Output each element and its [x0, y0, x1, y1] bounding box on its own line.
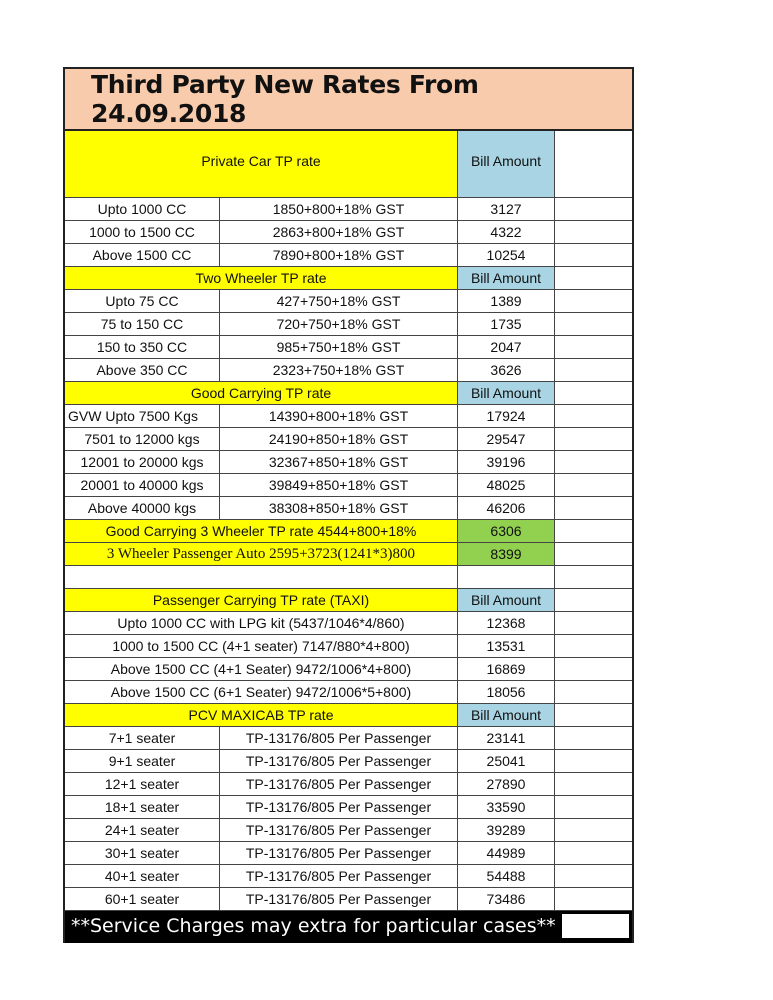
- row-rate: 2323+750+18% GST: [220, 359, 458, 381]
- row-rate: 985+750+18% GST: [220, 336, 458, 358]
- row-label: Upto 1000 CC: [65, 198, 220, 220]
- table-row: [65, 681, 632, 704]
- footer-note: **Service Charges may extra for particular cases**: [71, 915, 556, 937]
- empty-cell: [555, 819, 632, 841]
- table-row: [65, 842, 632, 865]
- row-rate: TP-13176/805 Per Passenger: [220, 796, 458, 818]
- empty-cell: [555, 313, 632, 335]
- row-label: Upto 75 CC: [65, 290, 220, 312]
- table-row: [65, 428, 632, 451]
- bill-amount: 10254: [458, 244, 555, 266]
- empty-cell: [555, 589, 632, 611]
- spacer-row: [65, 566, 632, 589]
- table-row-three-wheeler-passenger: [65, 543, 632, 566]
- table-row: [65, 497, 632, 520]
- bill-amount: 4322: [458, 221, 555, 243]
- empty-cell: [555, 290, 632, 312]
- row-rate: 1850+800+18% GST: [220, 198, 458, 220]
- table-row: [65, 244, 632, 267]
- bill-amount: 23141: [458, 727, 555, 749]
- empty-cell: [555, 359, 632, 381]
- row-rate: 24190+850+18% GST: [220, 428, 458, 450]
- empty-cell: [561, 913, 630, 939]
- row-label: Above 40000 kgs: [65, 497, 220, 519]
- bill-amount: 16869: [458, 658, 555, 680]
- empty-cell: [555, 497, 632, 519]
- row-label: Above 350 CC: [65, 359, 220, 381]
- bill-amount: 25041: [458, 750, 555, 772]
- empty-cell: [555, 888, 632, 910]
- empty-cell: [555, 520, 632, 542]
- bill-amount: 17924: [458, 405, 555, 427]
- empty-cell: [65, 566, 458, 588]
- bill-amount: 3127: [458, 198, 555, 220]
- bill-amount: 3626: [458, 359, 555, 381]
- table-row: [65, 612, 632, 635]
- bill-amount: 48025: [458, 474, 555, 496]
- section-header-two-wheeler: [65, 267, 632, 290]
- table-row: [65, 727, 632, 750]
- section-header-taxi: [65, 589, 632, 612]
- table-row: [65, 405, 632, 428]
- row-label: 24+1 seater: [65, 819, 220, 841]
- row-label: 150 to 350 CC: [65, 336, 220, 358]
- empty-cell: [555, 405, 632, 427]
- empty-cell: [555, 198, 632, 220]
- bill-amount: 33590: [458, 796, 555, 818]
- empty-cell: [555, 543, 632, 565]
- row-label: 1000 to 1500 CC (4+1 seater) 7147/880*4+800): [65, 635, 458, 657]
- empty-cell: [555, 336, 632, 358]
- rate-table: [63, 67, 634, 943]
- bill-amount-header: Bill Amount: [458, 382, 555, 404]
- row-label: 18+1 seater: [65, 796, 220, 818]
- table-row: [65, 290, 632, 313]
- bill-amount-header: Bill Amount: [458, 267, 555, 289]
- bill-amount: 44989: [458, 842, 555, 864]
- section-header-good-carrying: [65, 382, 632, 405]
- bill-amount: 18056: [458, 681, 555, 703]
- empty-cell: [555, 267, 632, 289]
- bill-amount: 8399: [458, 543, 555, 565]
- empty-cell: [555, 704, 632, 726]
- table-row: [65, 773, 632, 796]
- bill-amount: 1735: [458, 313, 555, 335]
- row-rate: TP-13176/805 Per Passenger: [220, 888, 458, 910]
- row-label: 20001 to 40000 kgs: [65, 474, 220, 496]
- bill-amount: 12368: [458, 612, 555, 634]
- row-label: 7501 to 12000 kgs: [65, 428, 220, 450]
- row-rate: 7890+800+18% GST: [220, 244, 458, 266]
- bill-amount-header: Bill Amount: [458, 131, 555, 197]
- bill-amount: 39196: [458, 451, 555, 473]
- empty-cell: [458, 566, 555, 588]
- bill-amount: 1389: [458, 290, 555, 312]
- bill-amount: 29547: [458, 428, 555, 450]
- row-rate: 2863+800+18% GST: [220, 221, 458, 243]
- empty-cell: [555, 842, 632, 864]
- footer-row: [65, 911, 632, 943]
- row-label: Above 1500 CC (6+1 Seater) 9472/1006*5+800): [65, 681, 458, 703]
- table-row-three-wheeler-goods: [65, 520, 632, 543]
- table-row: [65, 819, 632, 842]
- table-row: [65, 750, 632, 773]
- bill-amount-header: Bill Amount: [458, 589, 555, 611]
- row-rate: TP-13176/805 Per Passenger: [220, 865, 458, 887]
- bill-amount: 73486: [458, 888, 555, 910]
- table-row: [65, 451, 632, 474]
- row-label: 1000 to 1500 CC: [65, 221, 220, 243]
- empty-cell: [555, 131, 632, 197]
- table-row: [65, 359, 632, 382]
- section-header-private-car: [65, 131, 632, 198]
- empty-cell: [555, 727, 632, 749]
- table-row: [65, 635, 632, 658]
- bill-amount: 2047: [458, 336, 555, 358]
- section-title: Private Car TP rate: [65, 131, 458, 197]
- empty-cell: [555, 382, 632, 404]
- row-rate: 39849+850+18% GST: [220, 474, 458, 496]
- empty-cell: [555, 658, 632, 680]
- empty-cell: [555, 566, 632, 588]
- row-label: Upto 1000 CC with LPG kit (5437/1046*4/860): [65, 612, 458, 634]
- row-label: 60+1 seater: [65, 888, 220, 910]
- table-row: [65, 865, 632, 888]
- table-row: [65, 796, 632, 819]
- empty-cell: [555, 428, 632, 450]
- empty-cell: [555, 474, 632, 496]
- row-rate: TP-13176/805 Per Passenger: [220, 819, 458, 841]
- empty-cell: [555, 750, 632, 772]
- bill-amount: 27890: [458, 773, 555, 795]
- row-rate: TP-13176/805 Per Passenger: [220, 750, 458, 772]
- section-title: Passenger Carrying TP rate (TAXI): [65, 589, 458, 611]
- table-row: [65, 336, 632, 359]
- row-label: 9+1 seater: [65, 750, 220, 772]
- section-header-maxicab: [65, 704, 632, 727]
- row-rate: TP-13176/805 Per Passenger: [220, 773, 458, 795]
- empty-cell: [555, 612, 632, 634]
- table-row: [65, 198, 632, 221]
- bill-amount: 6306: [458, 520, 555, 542]
- bill-amount: 46206: [458, 497, 555, 519]
- bill-amount: 13531: [458, 635, 555, 657]
- row-label: 30+1 seater: [65, 842, 220, 864]
- section-title: PCV MAXICAB TP rate: [65, 704, 458, 726]
- row-label: 3 Wheeler Passenger Auto 2595+3723(1241*3)800: [65, 543, 458, 565]
- bill-amount-header: Bill Amount: [458, 704, 555, 726]
- table-row: [65, 474, 632, 497]
- table-row: [65, 888, 632, 911]
- row-rate: 427+750+18% GST: [220, 290, 458, 312]
- table-row: [65, 313, 632, 336]
- row-rate: TP-13176/805 Per Passenger: [220, 727, 458, 749]
- empty-cell: [555, 773, 632, 795]
- row-label: 75 to 150 CC: [65, 313, 220, 335]
- bill-amount: 54488: [458, 865, 555, 887]
- empty-cell: [555, 681, 632, 703]
- row-rate: 720+750+18% GST: [220, 313, 458, 335]
- row-label: 7+1 seater: [65, 727, 220, 749]
- table-row: [65, 658, 632, 681]
- row-label: GVW Upto 7500 Kgs: [65, 405, 220, 427]
- row-rate: 32367+850+18% GST: [220, 451, 458, 473]
- empty-cell: [555, 221, 632, 243]
- row-label: 12+1 seater: [65, 773, 220, 795]
- row-label: Above 1500 CC: [65, 244, 220, 266]
- bill-amount: 39289: [458, 819, 555, 841]
- row-rate: 14390+800+18% GST: [220, 405, 458, 427]
- row-label: Good Carrying 3 Wheeler TP rate 4544+800+18%: [65, 520, 458, 542]
- row-label: 40+1 seater: [65, 865, 220, 887]
- section-title: Good Carrying TP rate: [65, 382, 458, 404]
- row-rate: TP-13176/805 Per Passenger: [220, 842, 458, 864]
- empty-cell: [555, 865, 632, 887]
- empty-cell: [555, 451, 632, 473]
- row-label: 12001 to 20000 kgs: [65, 451, 220, 473]
- row-rate: 38308+850+18% GST: [220, 497, 458, 519]
- row-label: Above 1500 CC (4+1 Seater) 9472/1006*4+800): [65, 658, 458, 680]
- table-title: Third Party New Rates From 24.09.2018: [65, 69, 632, 131]
- empty-cell: [555, 635, 632, 657]
- section-title: Two Wheeler TP rate: [65, 267, 458, 289]
- table-row: [65, 221, 632, 244]
- empty-cell: [555, 796, 632, 818]
- empty-cell: [555, 244, 632, 266]
